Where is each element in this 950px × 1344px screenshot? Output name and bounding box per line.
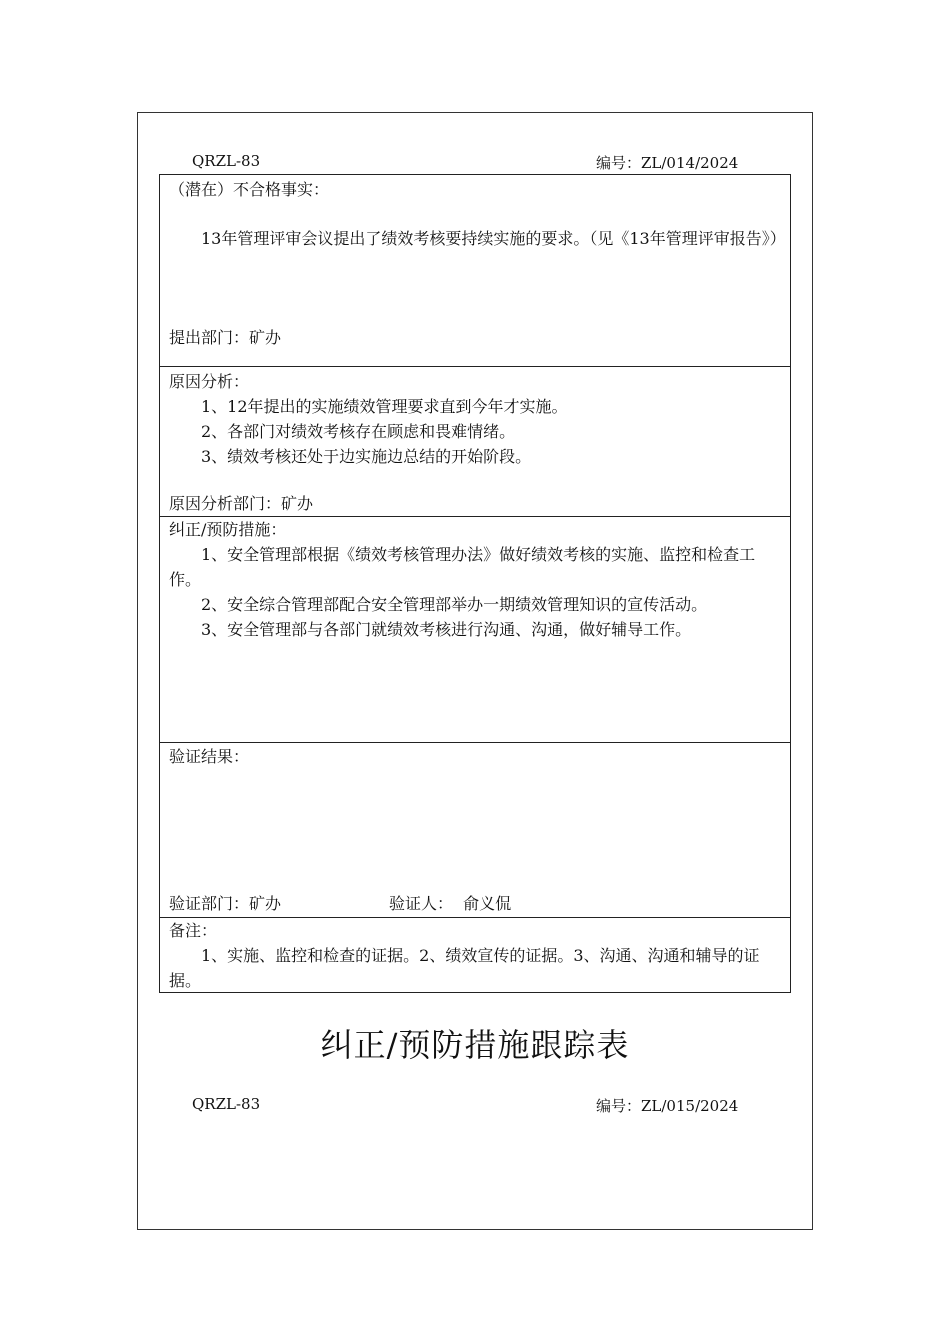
measures-list bbox=[169, 542, 781, 642]
verification-section bbox=[160, 743, 790, 918]
nonconformity-content: 13年管理评审会议提出了绩效考核要持续实施的要求。（见《13年管理评审报告》） bbox=[201, 229, 786, 248]
verification-label: 验证结果： bbox=[169, 747, 250, 766]
measures-label: 纠正/预防措施： bbox=[169, 520, 287, 539]
nonconformity-department: 提出部门：矿办 bbox=[169, 328, 282, 347]
form-code: QRZL-83 bbox=[192, 152, 261, 170]
verification-department: 验证部门：矿办 bbox=[169, 894, 282, 913]
nonconformity-label: （潜在）不合格事实： bbox=[169, 180, 330, 199]
verification-footer bbox=[169, 891, 781, 916]
verifier: 验证人： 俞义侃 bbox=[389, 894, 512, 913]
measures-section bbox=[160, 517, 790, 743]
list-item: 3、绩效考核还处于边实施边总结的开始阶段。 bbox=[201, 447, 532, 466]
list-item: 3、安全管理部与各部门就绩效考核进行沟通、沟通，做好辅导工作。 bbox=[201, 620, 692, 639]
nonconformity-section bbox=[160, 175, 790, 367]
form-code-2: QRZL-83 bbox=[192, 1095, 261, 1113]
remarks-section bbox=[160, 918, 790, 994]
cause-list bbox=[169, 394, 781, 469]
tracking-table bbox=[159, 174, 791, 993]
list-item: 2、各部门对绩效考核存在顾虑和畏难情绪。 bbox=[201, 422, 516, 441]
list-item: 1、安全管理部根据《绩效考核管理办法》做好绩效考核的实施、监控和检查工作。 bbox=[169, 545, 756, 589]
form-title: 纠正/预防措施跟踪表 bbox=[320, 1026, 630, 1064]
list-item: 1、12年提出的实施绩效管理要求直到今年才实施。 bbox=[201, 397, 568, 416]
cause-analysis-section bbox=[160, 367, 790, 517]
form-number-2: 编号：ZL/015/2024 bbox=[596, 1097, 739, 1115]
list-item: 2、安全综合管理部配合安全管理部举办一期绩效管理知识的宣传活动。 bbox=[201, 595, 708, 614]
remarks-content: 1、实施、监控和检查的证据。2、绩效宣传的证据。3、沟通、沟通和辅导的证据。 bbox=[169, 946, 760, 990]
cause-department: 原因分析部门：矿办 bbox=[169, 494, 314, 513]
form-number: 编号：ZL/014/2024 bbox=[596, 154, 739, 172]
remarks-label: 备注： bbox=[169, 921, 218, 940]
cause-label: 原因分析： bbox=[169, 372, 250, 391]
